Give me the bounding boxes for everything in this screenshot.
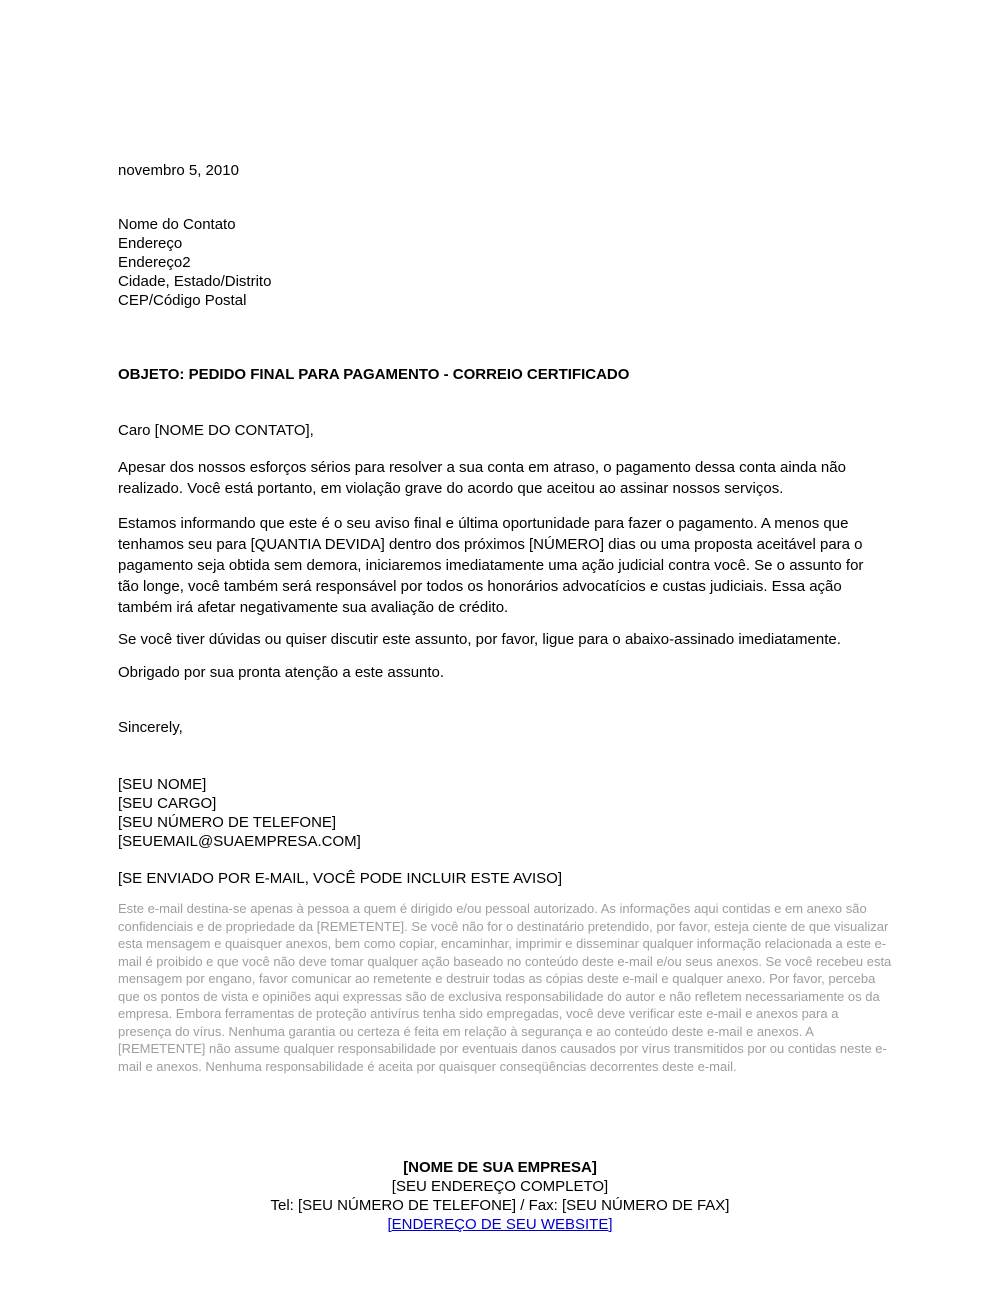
recipient-name: Nome do Contato	[118, 216, 236, 233]
subject-line: OBJETO: PEDIDO FINAL PARA PAGAMENTO - CORREIO CERTIFICADO	[118, 366, 630, 383]
signature-block	[118, 775, 883, 851]
salutation: Caro [NOME DO CONTATO],	[118, 422, 314, 439]
signature-name: [SEU NOME]	[118, 776, 207, 793]
recipient-address-block	[118, 215, 883, 310]
signature-email: [SEUEMAIL@SUAEMPRESA.COM]	[118, 833, 361, 850]
footer-address: [SEU ENDEREÇO COMPLETO]	[391, 1178, 609, 1195]
footer-website-link[interactable]: [ENDEREÇO DE SEU WEBSITE]	[387, 1216, 613, 1233]
footer-company-name: [NOME DE SUA EMPRESA]	[403, 1159, 597, 1176]
body-paragraph-1: Apesar dos nossos esforços sérios para resolver a sua conta em atraso, o pagamento dessa conta ainda não realizado. Você está portanto, em violação grave do acordo que aceitou ao assinar nossos serviços.	[118, 459, 846, 497]
recipient-address-line-1: Endereço	[118, 235, 183, 252]
body-paragraph-3: Se você tiver dúvidas ou quiser discutir este assunto, por favor, ligue para o abaixo-assinado imediatamente.	[118, 631, 841, 648]
footer-phone-fax: Tel: [SEU NÚMERO DE TELEFONE] / Fax: [SEU NÚMERO DE FAX]	[270, 1197, 730, 1214]
body-paragraph-2: Estamos informando que este é o seu aviso final e última oportunidade para fazer o pagamento. A menos que tenhamos seu para [QUANTIA DEVIDA] dentro dos próximos [NÚMERO] dias ou uma proposta aceitável para o pagamento seja obtida sem demora, iniciaremos imediatamente uma ação judicial contra você. Se o assunto for tão longe, você também será responsável por todos os honorários advocatícios e custas judiciais. Essa ação também irá afetar negativamente sua avaliação de crédito.	[118, 515, 864, 616]
closing-salutation: Sincerely,	[118, 719, 183, 736]
body-paragraph-4: Obrigado por sua pronta atenção a este assunto.	[118, 664, 445, 681]
recipient-address-line-2: Endereço2	[118, 254, 191, 271]
letter-date: novembro 5, 2010	[118, 162, 239, 179]
letter-content	[118, 160, 892, 1075]
letter-footer	[0, 1158, 1000, 1234]
signature-phone: [SEU NÚMERO DE TELEFONE]	[118, 814, 337, 831]
email-disclaimer: Este e-mail destina-se apenas à pessoa a quem é dirigido e/ou pessoal autorizado. As informações aqui contidas e em anexo são confidenciais e de propriedade da [REMETENTE]. Se você não for o destinatário pretendido, por favor, esteja ciente de que visualizar esta mensagem e quaisquer anexos, bem como copiar, encaminhar, imprimir e disseminar qualquer informação relacionada a este e-mail é proibido e que você não deve tomar qualquer ação baseado no conteúdo deste e-mail e/ou seus anexos. Se você recebeu esta mensagem por engano, favor comunicar ao remetente e destruir todas as cópias deste e-mail e qualquer anexo. Por favor, perceba que os pontos de vista e opiniões aqui expressas são de exclusiva responsabilidade do autor e não refletem necessariamente os da empresa. Embora ferramentas de proteção antivírus tenha sido empregadas, você deve verificar este e-mail e anexos para a presença do vírus. Nenhuma garantia ou certeza é feita em relação à segurança e ao conteúdo deste e-mail e anexos. A [REMETENTE] não assume qualquer responsabilidade por eventuais danos causados por vírus transmitidos por ou contidas neste e-mail e anexos. Nenhuma responsabilidade é aceita por quaisquer conseqüências decorrentes deste e-mail.	[118, 901, 892, 1074]
recipient-postal-code: CEP/Código Postal	[118, 292, 247, 309]
email-notice-header: [SE ENVIADO POR E-MAIL, VOCÊ PODE INCLUIR ESTE AVISO]	[118, 870, 562, 887]
recipient-city-state: Cidade, Estado/Distrito	[118, 273, 272, 290]
signature-title: [SEU CARGO]	[118, 795, 217, 812]
